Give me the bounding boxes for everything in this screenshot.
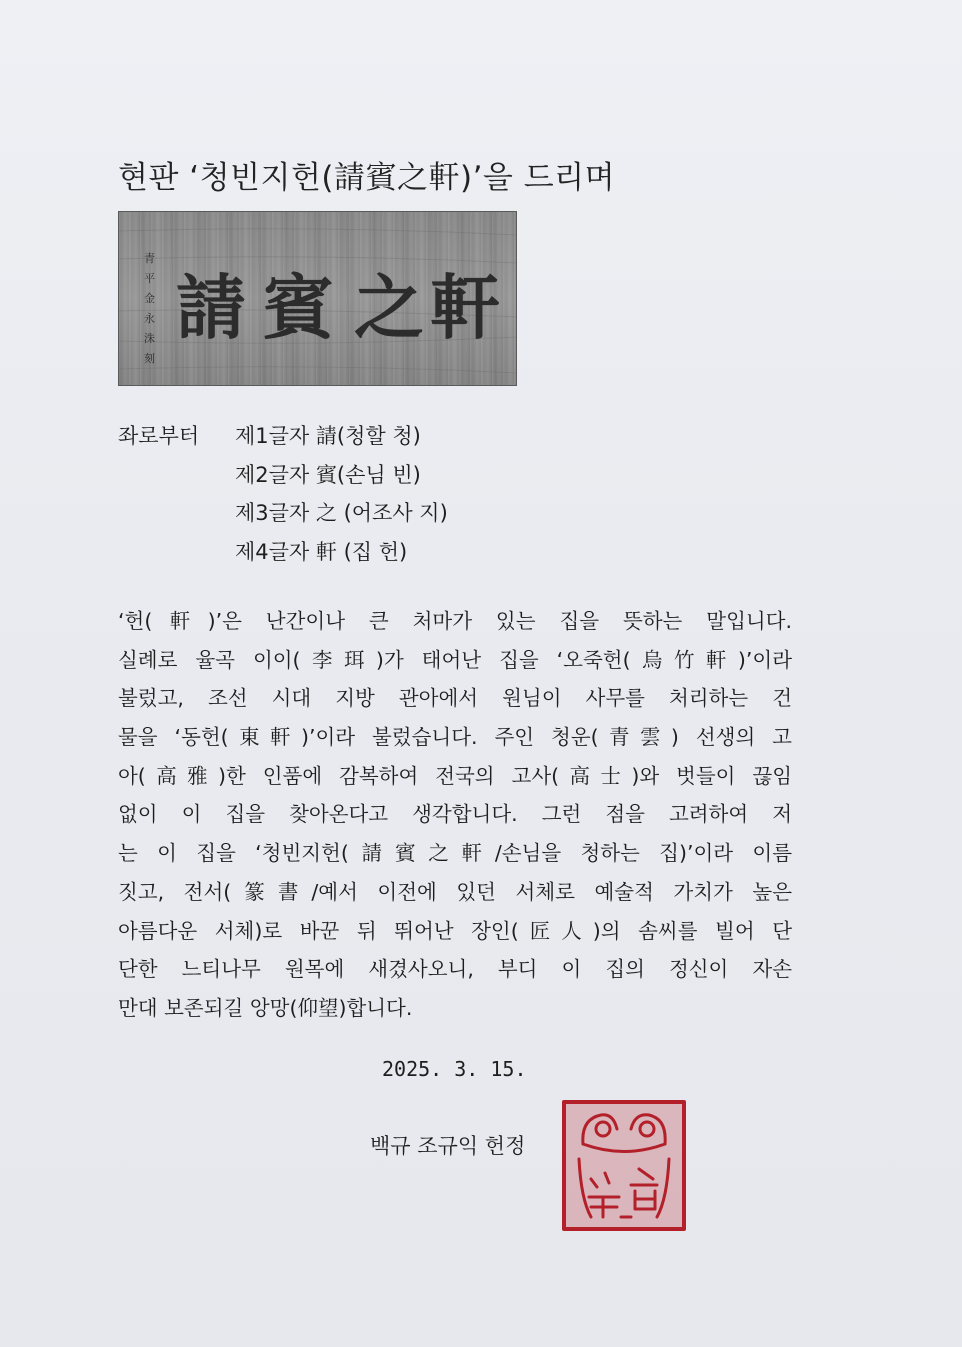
plaque-photo	[118, 211, 517, 386]
plaque-side-inscription: 青平金永洙刻	[144, 252, 155, 365]
body-line: 만대 보존되길 앙망(仰望)합니다.	[118, 995, 413, 1020]
body-line: ‘헌(軒)’은 난간이나 큰 처마가 있는 집을 뜻하는 말입니다.	[118, 609, 792, 633]
body-line: 짓고, 전서(篆書/예서 이전에 있던 서체로 예술적 가치가 높은	[118, 879, 792, 904]
list-item-text: 제1글자 請(청할 청)	[235, 424, 421, 448]
body-line: 는 이 집을 ‘청빈지헌(請賓之軒/손님을 청하는 집)’이라 이름	[118, 841, 792, 866]
list-item-text: 제4글자 軒 (집 헌)	[235, 539, 408, 564]
body-paragraph	[118, 604, 792, 1030]
plaque-char-2: 賓	[263, 266, 333, 349]
list-item-text: 제2글자 賓(손님 빈)	[235, 462, 421, 487]
body-line: 단한 느티나무 원목에 새겼사오니, 부디 이 집의 정신이 자손	[118, 957, 792, 982]
document-date: 2025. 3. 15.	[382, 1057, 527, 1081]
document-title: 현판 ‘청빈지헌(請賓之軒)’을 드리며	[118, 160, 616, 196]
body-line: 실례로 율곡 이이(李珥)가 태어난 집을 ‘오죽헌(烏竹軒)’이라	[118, 647, 792, 672]
toad-seal-icon	[561, 1099, 687, 1232]
list-prefix: 좌로부터	[118, 424, 200, 448]
signature-text: 백규 조규익 헌정	[370, 1134, 526, 1158]
body-line: 아름다운 서체)로 바꾼 뒤 뛰어난 장인(匠人)의 솜씨를 빌어 단	[118, 918, 792, 943]
plaque-char-4: 軒	[430, 266, 500, 349]
plaque-char-3: 之	[354, 266, 424, 349]
body-line: 불렀고, 조선 시대 지방 관아에서 원님이 사무를 처리하는 건	[118, 686, 792, 711]
plaque-char-1: 請	[176, 266, 246, 349]
body-line: 없이 이 집을 찾아온다고 생각합니다. 그런 점을 고려하여 저	[118, 802, 792, 827]
body-line: 아(高雅)한 인품에 감복하여 전국의 고사(高士)와 벗들이 끊임	[118, 763, 792, 788]
body-line: 물을 ‘동헌(東軒)’이라 불렀습니다. 주인 청운(青雲) 선생의 고	[118, 725, 792, 750]
list-item-text: 제3글자 之 (어조사 지)	[235, 501, 448, 525]
